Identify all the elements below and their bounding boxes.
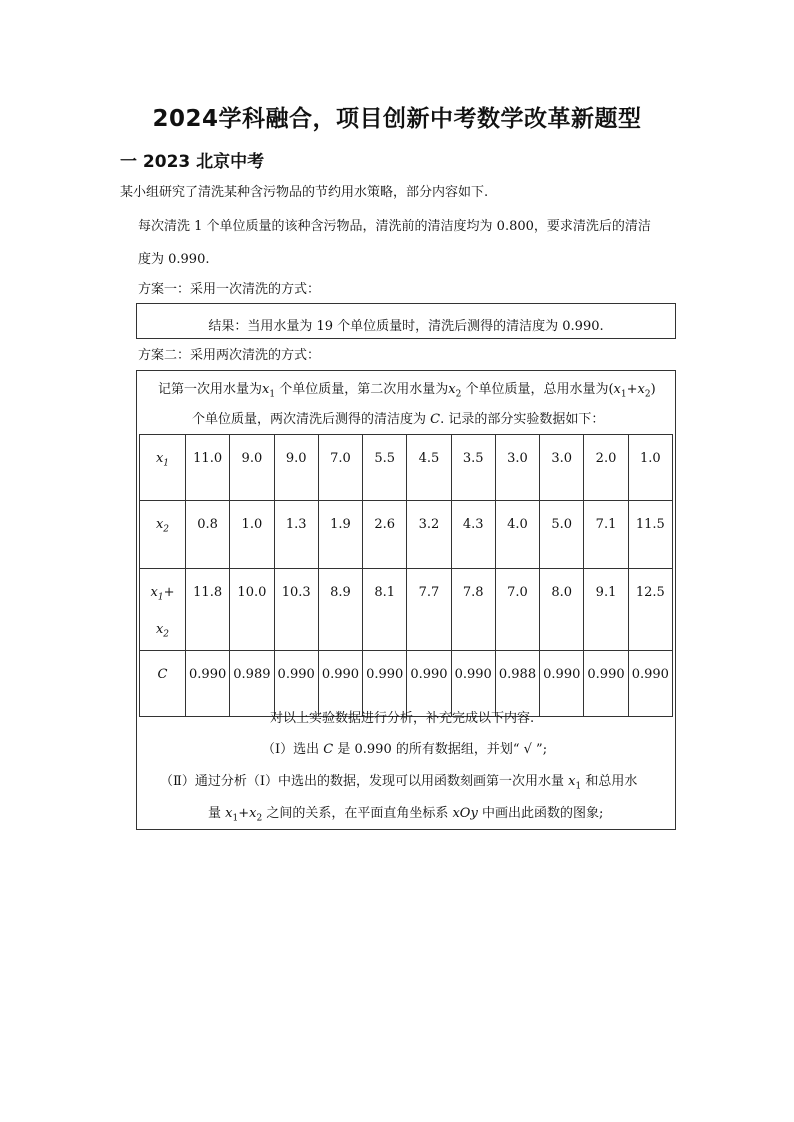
cell: 0.990 <box>451 651 495 717</box>
cell: 3.0 <box>495 435 539 501</box>
plan1-result-box <box>136 303 676 339</box>
table-row <box>140 501 673 569</box>
cell: 12.5 <box>628 569 672 651</box>
cell: 0.990 <box>274 651 318 717</box>
cell: 3.5 <box>451 435 495 501</box>
analysis-intro: 对以上实验数据进行分析，补充完成以下内容. <box>270 711 535 726</box>
para1-line1: 每次清洗 1 个单位质量的该种含污物品，清洗前的清洁度均为 0.800，要求清洗后的清洁 <box>138 219 651 234</box>
cell: 4.0 <box>495 501 539 569</box>
cell: 0.990 <box>540 651 584 717</box>
cell: 1.9 <box>318 501 362 569</box>
cell: 0.989 <box>230 651 274 717</box>
cell: 4.5 <box>407 435 451 501</box>
question-1: （Ⅰ）选出 C 是 0.990 的所有数据组，并划“ √ ”; <box>262 742 548 757</box>
cell: 0.990 <box>363 651 407 717</box>
page-title: 2024学科融合，项目创新中考数学改革新题型 <box>152 106 642 132</box>
row-label-x2: $x_2$ <box>140 501 186 569</box>
question-2-line1: （Ⅱ）通过分析（Ⅰ）中选出的数据，发现可以用函数刻画第一次用水量 $x_1$ 和总用水 <box>160 774 638 792</box>
cell: 8.0 <box>540 569 584 651</box>
cell: 0.990 <box>584 651 628 717</box>
table-row <box>140 651 673 717</box>
cell: 0.988 <box>495 651 539 717</box>
question-2-line2: 量 $x_1+x_2$ 之间的关系，在平面直角坐标系 xOy 中画出此函数的图象; <box>208 806 604 824</box>
cell: 3.0 <box>540 435 584 501</box>
data-table <box>139 434 673 717</box>
cell: 7.7 <box>407 569 451 651</box>
cell: 4.3 <box>451 501 495 569</box>
cell: 7.8 <box>451 569 495 651</box>
row-label-c: C <box>140 651 186 717</box>
section-heading: 一 2023 北京中考 <box>120 152 265 172</box>
cell: 0.990 <box>407 651 451 717</box>
cell: 1.0 <box>230 501 274 569</box>
table-row <box>140 435 673 501</box>
cell: 5.0 <box>540 501 584 569</box>
plan2-label: 方案二：采用两次清洗的方式： <box>138 348 321 363</box>
box-line1: 记第一次用水量为$x_1$ 个单位质量，第二次用水量为$x_2$ 个单位质量，总用水量为$(x_1+x_2)$ <box>158 382 656 400</box>
row-label-sum: $x_1+$ $x_2$ <box>140 569 186 651</box>
para1-line2: 度为 0.990. <box>138 252 210 267</box>
row-label-x1: $x_1$ <box>140 435 186 501</box>
cell: 11.0 <box>186 435 230 501</box>
table-row <box>140 569 673 651</box>
cell: 7.1 <box>584 501 628 569</box>
cell: 11.5 <box>628 501 672 569</box>
plan1-label: 方案一：采用一次清洗的方式： <box>138 282 321 297</box>
cell: 0.990 <box>628 651 672 717</box>
cell: 8.1 <box>363 569 407 651</box>
cell: 7.0 <box>495 569 539 651</box>
cell: 10.3 <box>274 569 318 651</box>
cell: 9.0 <box>274 435 318 501</box>
cell: 7.0 <box>318 435 362 501</box>
cell: 2.6 <box>363 501 407 569</box>
cell: 3.2 <box>407 501 451 569</box>
box-line2: 个单位质量，两次清洗后测得的清洁度为 C. 记录的部分实验数据如下： <box>192 412 605 427</box>
cell: 8.9 <box>318 569 362 651</box>
cell: 1.3 <box>274 501 318 569</box>
cell: 9.1 <box>584 569 628 651</box>
cell: 0.8 <box>186 501 230 569</box>
cell: 5.5 <box>363 435 407 501</box>
cell: 0.990 <box>186 651 230 717</box>
plan1-result-text: 结果：当用水量为 19 个单位质量时，清洗后测得的清洁度为 0.990. <box>208 319 604 334</box>
cell: 11.8 <box>186 569 230 651</box>
cell: 0.990 <box>318 651 362 717</box>
cell: 9.0 <box>230 435 274 501</box>
cell: 2.0 <box>584 435 628 501</box>
cell: 10.0 <box>230 569 274 651</box>
cell: 1.0 <box>628 435 672 501</box>
intro-text: 某小组研究了清洗某种含污物品的节约用水策略，部分内容如下. <box>120 185 489 200</box>
